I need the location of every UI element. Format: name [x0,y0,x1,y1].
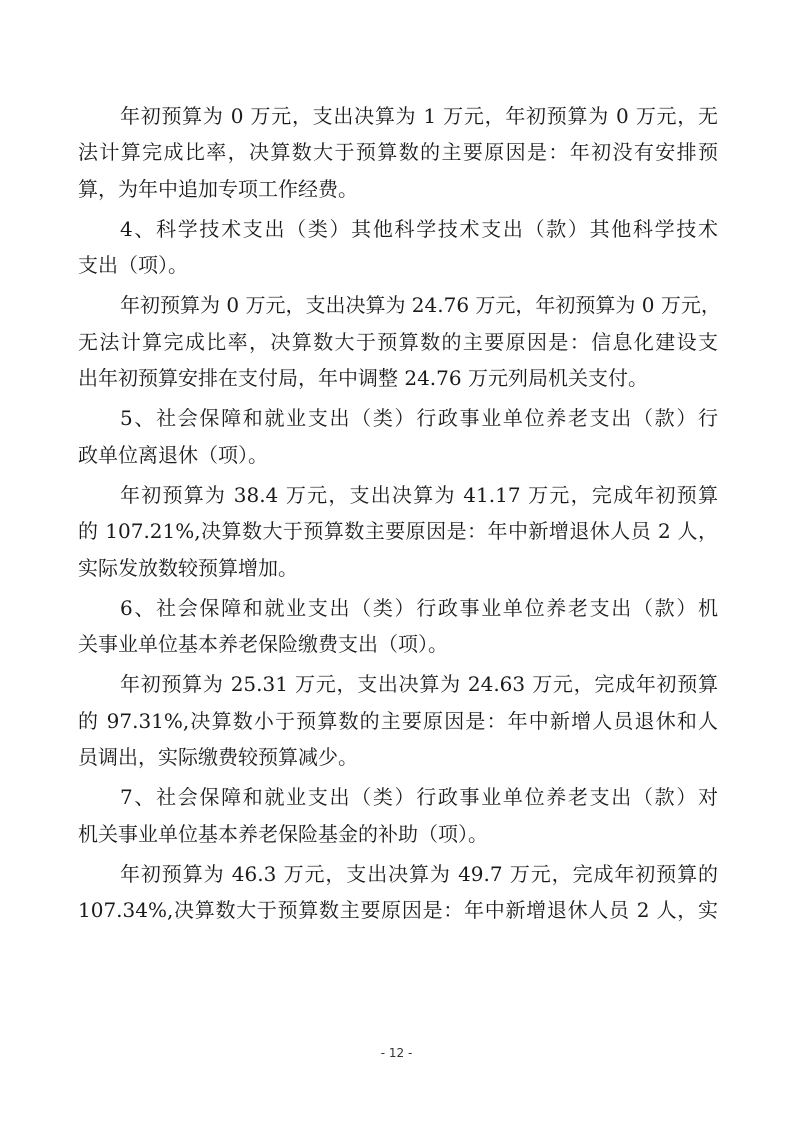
text-line: 支出（项）。 [78,253,188,278]
text-line: 无法计算完成比率，决算数大于预算数的主要原因是：信息化建设支 [78,329,718,354]
text-line: 实际发放数较预算增加。 [78,555,298,580]
text-line: 5、社会保障和就业支出（类）行政事业单位养老支出（款）行 [120,406,718,431]
paragraph [78,779,718,852]
text-line: 年初预算为 0 万元，支出决算为 1 万元，年初预算为 0 万元，无 [120,104,718,128]
paragraph [78,856,718,929]
text-line: 7、社会保障和就业支出（类）行政事业单位养老支出（款）对 [120,785,718,810]
text-line: 年初预算为 46.3 万元，支出决算为 49.7 万元，完成年初预算的 [120,861,718,886]
paragraph [78,590,718,663]
text-line: 政单位离退休（项）。 [78,442,268,467]
text-line: 的 107.21%,决算数大于预算数主要原因是：年中新增退休人员 2 人， [78,519,718,544]
text-line: 107.34%,决算数大于预算数主要原因是：年中新增退休人员 2 人，实 [78,898,718,923]
text-line: 算，为年中追加专项工作经费。 [78,176,358,201]
paragraph [78,287,721,396]
paragraph [78,211,718,284]
text-line: 的 97.31%,决算数小于预算数的主要原因是：年中新增人员退休和人 [78,708,718,733]
page-number: - 12 - [380,1046,413,1060]
document-body [78,98,721,933]
text-line: 6、社会保障和就业支出（类）行政事业单位养老支出（款）机 [120,595,718,620]
text-line: 员调出，实际缴费较预算减少。 [78,745,358,770]
text-line: 机关事业单位基本养老保险基金的补助（项）。 [78,821,488,846]
paragraph [78,477,718,586]
paragraph [78,400,718,473]
text-line: 年初预算为 38.4 万元，支出决算为 41.17 万元，完成年初预算 [120,482,718,507]
text-line: 4、科学技术支出（类）其他科学技术支出（款）其他科学技术 [120,216,718,241]
paragraph [78,666,718,775]
text-line: 年初预算为 0 万元，支出决算为 24.76 万元，年初预算为 0 万元， [120,293,721,318]
text-line: 出年初预算安排在支付局，年中调整 24.76 万元列局机关支付。 [78,366,648,391]
text-line: 关事业单位基本养老保险缴费支出（项）。 [78,632,448,657]
text-line: 法计算完成比率，决算数大于预算数的主要原因是：年初没有安排预 [78,140,718,165]
text-line: 年初预算为 25.31 万元，支出决算为 24.63 万元，完成年初预算 [120,672,718,697]
paragraph [78,98,718,207]
